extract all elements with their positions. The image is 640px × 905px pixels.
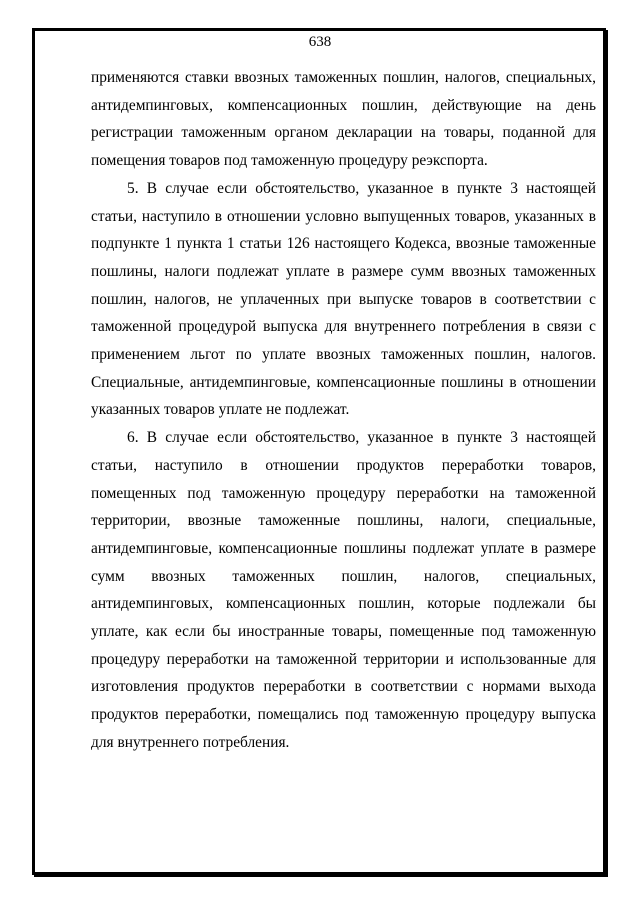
page-number: 638 bbox=[308, 34, 332, 50]
document-body bbox=[91, 64, 596, 757]
paragraph-item-5: 5. В случае если обстоятельство, указанное в пункте 3 настоящей статьи, наступило в отношении условно выпущенных товаров, указанных в подпункте 1 пункта 1 статьи 126 настоящего Кодекса, ввозные таможенные пошлины, налоги подлежат уплате в размере сумм ввозных таможенных пошлин, налогов, не уплаченных при выпуске товаров в соответствии с таможенной процедурой выпуска для внутреннего потребления в связи с применением льгот по уплате ввозных таможенных пошлин, налогов. Специальные, антидемпинговые, компенсационные пошлины в отношении указанных товаров уплате не подлежат. bbox=[91, 179, 596, 419]
paragraph-item-6: 6. В случае если обстоятельство, указанное в пункте 3 настоящей статьи, наступило в отношении продуктов переработки товаров, помещенных под таможенную процедуру переработки на таможенной территории, ввозные таможенные пошлины, налоги, специальные, антидемпинговые, компенсационные пошлины подлежат уплате в размере сумм ввозных таможенных пошлин, налогов, специальных, антидемпинговых, компенсационных пошлин, которые подлежали бы уплате, как если бы иностранные товары, помещенные под таможенную процедуру переработки на таможенной территории и использованные для изготовления продуктов переработки в соответствии с нормами выхода продуктов переработки, помещались под таможенную процедуру выпуска для внутреннего потребления. bbox=[91, 429, 596, 751]
paragraph-continuation: применяются ставки ввозных таможенных пошлин, налогов, специальных, антидемпинговых, компенсационных пошлин, действующие на день регистрации таможенным органом декларации на товары, поданной для помещения товаров под таможенную процедуру реэкспорта. bbox=[91, 69, 596, 170]
